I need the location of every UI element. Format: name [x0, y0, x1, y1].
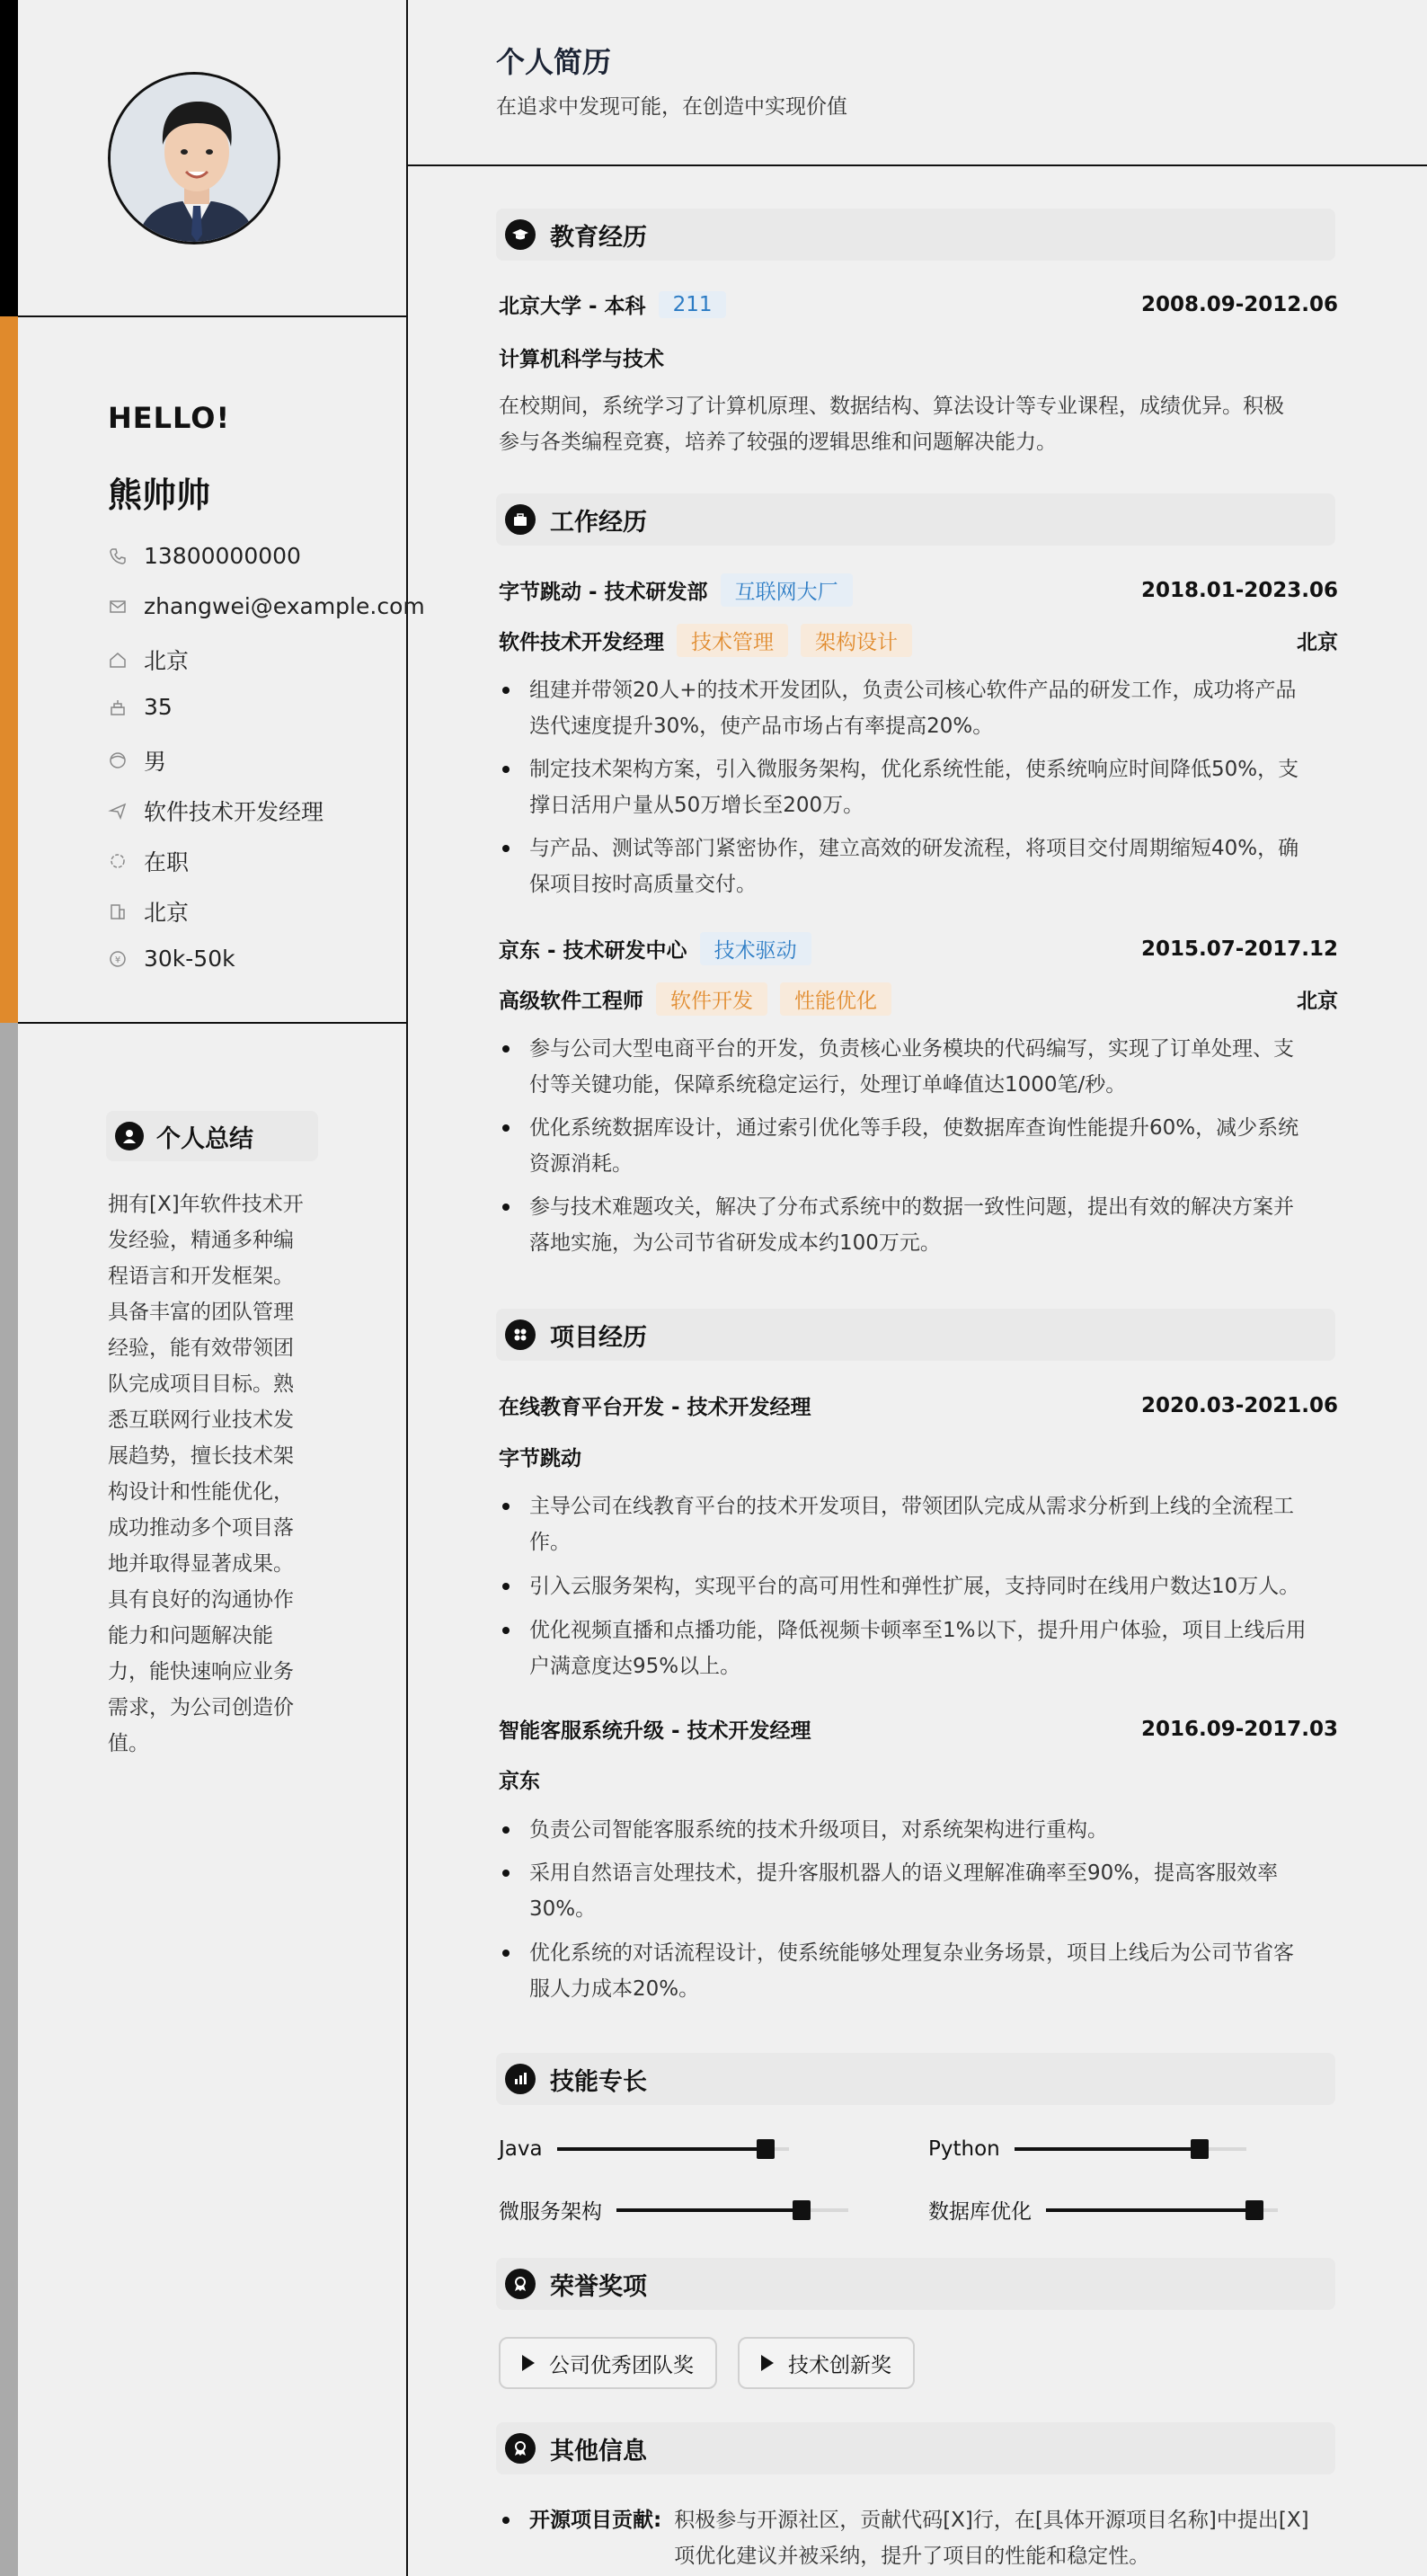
bullet-line: 服人力成本20%。: [529, 1977, 700, 2001]
project-date: 2016.09-2017.03: [1140, 1717, 1338, 1741]
skill-knob: [1245, 2200, 1263, 2220]
skill-knob: [757, 2139, 775, 2159]
project-bullet: [499, 1855, 1338, 1927]
bullet-line: 撑日活用户量从50万增长至200万。: [529, 794, 864, 817]
sidebar-stripe-black: [0, 0, 18, 316]
phone-icon: [108, 546, 128, 566]
summary-line: 经验，能有效带领团: [108, 1337, 294, 1360]
skill-item: [499, 2195, 848, 2225]
info-city: [108, 895, 395, 928]
skill-knob: [1191, 2139, 1209, 2159]
skill-tag: 软件开发: [656, 982, 767, 1016]
project-company-row: [499, 1764, 1338, 1794]
bullet-line: 资源消耗。: [529, 1152, 633, 1176]
phone-text: 13800000000: [144, 543, 301, 569]
education-row: [499, 289, 1338, 319]
summary-heading: [106, 1111, 318, 1161]
bullet-line: 参与公司大型电商平台的开发，负责核心业务模块的代码编写，实现了订单处理、支: [529, 1037, 1294, 1061]
bullet-line: 引入云服务架构，实现平台的高可用性和弹性扩展，支持同时在线用户数达10万人。: [529, 1575, 1300, 1598]
hello-heading: HELLO!: [108, 401, 231, 435]
sidebar-stripe-orange: [0, 316, 18, 1023]
job-bullet: [499, 831, 1338, 902]
bullet-dot: [502, 2517, 510, 2524]
bullet-line: 付等关键功能，保障系统稳定运行，处理订单峰值达1000笔/秒。: [529, 1073, 1127, 1097]
other-item: [499, 2502, 1343, 2574]
project-row: [499, 1390, 1338, 1420]
bullet-line: 优化系统数据库设计，通过索引优化等手段，使数据库查询性能提升60%，减少系统: [529, 1116, 1299, 1140]
bullet-line: 主导公司在线教育平台的技术开发项目，带领团队完成从需求分析到上线的全流程工: [529, 1495, 1294, 1518]
job-bullet: [499, 1110, 1338, 1182]
summary-line: 值。: [108, 1732, 149, 1755]
gender-icon: [108, 751, 128, 770]
award-label: 公司优秀团队奖: [549, 2353, 694, 2377]
skills-title: 技能专长: [550, 2067, 647, 2096]
skill-bar: [1015, 2147, 1246, 2151]
person-icon: [115, 1122, 144, 1150]
bullet-line: 与产品、测试等部门紧密协作，建立高效的研发流程，将项目交付周期缩短40%，确: [529, 837, 1299, 860]
city-text: 北京: [144, 900, 190, 926]
info-gender: [108, 744, 395, 777]
bullet-line: 落地实施，为公司节省研发成本约100万元。: [529, 1231, 941, 1255]
location-text: 北京: [144, 648, 190, 674]
skill-fill: [1046, 2208, 1254, 2212]
bullet-line: 组建并带领20人+的技术开发团队，负责公司核心软件产品的研发工作，成功将产品: [529, 679, 1297, 702]
bullet-line: 采用自然语言处理技术，提升客服机器人的语义理解准确率至90%，提高客服效率: [529, 1861, 1279, 1885]
summary-line: 构设计和性能优化，: [108, 1480, 294, 1504]
summary-text: [108, 1186, 311, 1762]
other-line: 积极参与开源社区，贡献代码[X]行，在[具体开源项目名称]中提出[X]: [674, 2509, 1309, 2532]
summary-line: 能力和问题解决能: [108, 1624, 273, 1648]
status-icon: [108, 851, 128, 871]
bullet-line: 迭代速度提升30%，使产品市场占有率提高20%。: [529, 715, 994, 738]
skill-name: Java: [499, 2137, 543, 2161]
projects-heading: [496, 1309, 1335, 1361]
skill-item: [928, 2137, 1246, 2161]
awards-title: 荣誉奖项: [550, 2272, 647, 2301]
project-row: [499, 1714, 1338, 1744]
email-icon: [108, 597, 128, 617]
page-subtitle: 在追求中发现可能，在创造中实现价值: [496, 95, 847, 119]
other-heading: [496, 2422, 1335, 2474]
skill-tag: 技术管理: [677, 624, 788, 657]
education-date: 2008.09-2012.06: [1140, 292, 1338, 316]
sidebar-stripe-gray: [0, 1023, 18, 2576]
bullet-line: 负责公司智能客服系统的技术升级项目，对系统架构进行重构。: [529, 1818, 1108, 1842]
education-heading: [496, 209, 1335, 261]
skill-name: Python: [928, 2137, 1000, 2161]
project-date: 2020.03-2021.06: [1140, 1393, 1338, 1417]
awards-heading: [496, 2258, 1335, 2310]
skills-heading: [496, 2053, 1335, 2105]
project-bullet: [499, 1812, 1338, 1848]
project-bullet: [499, 1612, 1338, 1684]
sidebar-divider: [18, 1022, 408, 1024]
summary-line: 地并取得显著成果。: [108, 1552, 294, 1576]
award-label: 技术创新奖: [788, 2353, 891, 2377]
grid-icon: [505, 1319, 536, 1350]
bullet-line: 户满意度达95%以上。: [529, 1655, 741, 1678]
info-email: [108, 593, 425, 619]
summary-line: 拥有[X]年软件技术开: [108, 1193, 304, 1216]
other-title: 其他信息: [550, 2437, 647, 2465]
play-icon: [761, 2355, 774, 2371]
project-company: 京东: [499, 1770, 540, 1793]
project-bullet: [499, 1935, 1338, 2007]
home-icon: [108, 650, 128, 670]
salary-text: 30k-50k: [144, 946, 235, 972]
skill-tag: 架构设计: [801, 624, 912, 657]
project-bullet: [499, 1568, 1338, 1604]
sidebar-divider: [18, 315, 408, 317]
page-title: 个人简历: [496, 45, 612, 79]
email-text: zhangwei@example.com: [144, 593, 425, 619]
job-row: [499, 932, 1338, 965]
work-heading: [496, 493, 1335, 546]
skill-item: [928, 2195, 1278, 2225]
bullet-line: 参与技术难题攻关，解决了分布式系统中的数据一致性问题，提出有效的解决方案并: [529, 1195, 1294, 1219]
info-salary: [108, 946, 395, 972]
project-name: 智能客服系统升级 - 技术开发经理: [499, 1719, 811, 1743]
company-name: 京东 - 技术研发中心: [499, 939, 687, 963]
skill-fill: [1015, 2147, 1200, 2151]
job-bullet: [499, 672, 1338, 744]
summary-line: 程语言和开发框架。: [108, 1265, 294, 1288]
age-text: 35: [144, 694, 173, 720]
project-name: 在线教育平台开发 - 技术开发经理: [499, 1396, 811, 1419]
bullet-line: 制定技术架构方案，引入微服务架构，优化系统性能，使系统响应时间降低50%，支: [529, 758, 1299, 781]
header-divider: [408, 164, 1427, 166]
play-icon: [522, 2355, 535, 2371]
skill-bar: [557, 2147, 789, 2151]
skill-item: [499, 2137, 789, 2161]
summary-line: 具有良好的沟通协作: [108, 1588, 294, 1612]
position-text: 软件技术开发经理: [144, 799, 324, 825]
summary-line: 成功推动多个项目落: [108, 1516, 294, 1540]
company-tag: 技术驱动: [700, 932, 811, 965]
education-title: 教育经历: [550, 223, 647, 252]
award-item: [499, 2337, 717, 2389]
summary-title: 个人总结: [156, 1124, 253, 1153]
send-icon: [108, 801, 128, 821]
skill-bar: [1046, 2208, 1278, 2212]
summary-line: 发经验，精通多种编: [108, 1229, 294, 1252]
info-phone: [108, 543, 395, 569]
person-name: 熊帅帅: [108, 475, 211, 515]
description-line: 参与各类编程竞赛，培养了较强的逻辑思维和问题解决能力。: [499, 431, 1057, 454]
info-position: [108, 795, 395, 827]
job-date: 2018.01-2023.06: [1140, 578, 1338, 602]
job-date: 2015.07-2017.12: [1140, 937, 1338, 961]
job-row: [499, 573, 1338, 607]
job-city: 北京: [1297, 990, 1338, 1013]
work-title: 工作经历: [550, 508, 647, 537]
salary-icon: [108, 949, 128, 969]
gender-text: 男: [144, 749, 167, 775]
role-row: [499, 624, 1338, 657]
bullet-line: 30%。: [529, 1897, 597, 1921]
role-name: 高级软件工程师: [499, 990, 643, 1013]
summary-line: 展趋势，擅长技术架: [108, 1444, 294, 1468]
school-name: 北京大学 - 本科: [499, 295, 646, 318]
skill-name: 微服务架构: [499, 2200, 602, 2224]
bar-chart-icon: [505, 2064, 536, 2094]
other-line: 项优化建议并被采纳，提升了项目的性能和稳定性。: [674, 2545, 1150, 2568]
briefcase-icon: [505, 504, 536, 535]
projects-title: 项目经历: [550, 1323, 647, 1352]
bullet-line: 优化视频直播和点播功能，降低视频卡顿率至1%以下，提升用户体验，项目上线后用: [529, 1619, 1307, 1642]
role-row: [499, 982, 1338, 1016]
school-tag: 211: [659, 291, 727, 318]
skill-fill: [557, 2147, 766, 2151]
job-city: 北京: [1297, 631, 1338, 654]
other-text: [674, 2502, 1343, 2574]
education-description: [499, 388, 1338, 460]
skill-knob: [793, 2200, 811, 2220]
summary-line: 队完成项目目标。熟: [108, 1372, 294, 1396]
project-company: 字节跳动: [499, 1447, 581, 1470]
job-bullet: [499, 1189, 1338, 1261]
status-text: 在职: [144, 849, 190, 875]
info-status: [108, 845, 395, 877]
summary-line: 力，能快速响应业务: [108, 1660, 294, 1683]
role-name: 软件技术开发经理: [499, 631, 664, 654]
description-line: 在校期间，系统学习了计算机原理、数据结构、算法设计等专业课程，成绩优异。积极: [499, 395, 1284, 418]
skill-tag: 性能优化: [780, 982, 891, 1016]
project-company-row: [499, 1442, 1338, 1471]
job-bullet: [499, 751, 1338, 823]
avatar: [108, 72, 280, 244]
award-icon: [505, 2269, 536, 2299]
bullet-line: 作。: [529, 1531, 571, 1554]
graduation-cap-icon: [505, 219, 536, 250]
project-bullet: [499, 1488, 1338, 1560]
job-bullet: [499, 1031, 1338, 1103]
info-age: [108, 694, 395, 720]
building-icon: [108, 902, 128, 921]
summary-line: 需求，为公司创造价: [108, 1696, 294, 1719]
other-label: 开源项目贡献:: [529, 2509, 662, 2532]
info-location: [108, 644, 395, 676]
major-name: 计算机科学与技术: [499, 348, 664, 371]
summary-line: 具备丰富的团队管理: [108, 1301, 294, 1324]
award-item: [738, 2337, 915, 2389]
cake-icon: [108, 697, 128, 717]
bullet-line: 优化系统的对话流程设计，使系统能够处理复杂业务场景，项目上线后为公司节省客: [529, 1941, 1294, 1965]
major-row: [499, 342, 1338, 372]
summary-line: 悉互联网行业技术发: [108, 1408, 294, 1432]
skill-bar: [616, 2208, 848, 2212]
company-name: 字节跳动 - 技术研发部: [499, 581, 708, 604]
skill-fill: [616, 2208, 802, 2212]
bullet-line: 保项目按时高质量交付。: [529, 873, 757, 896]
company-tag: 互联网大厂: [721, 573, 853, 607]
skill-name: 数据库优化: [928, 2200, 1032, 2224]
award-icon: [505, 2433, 536, 2464]
svg-text:¥: ¥: [114, 955, 121, 965]
